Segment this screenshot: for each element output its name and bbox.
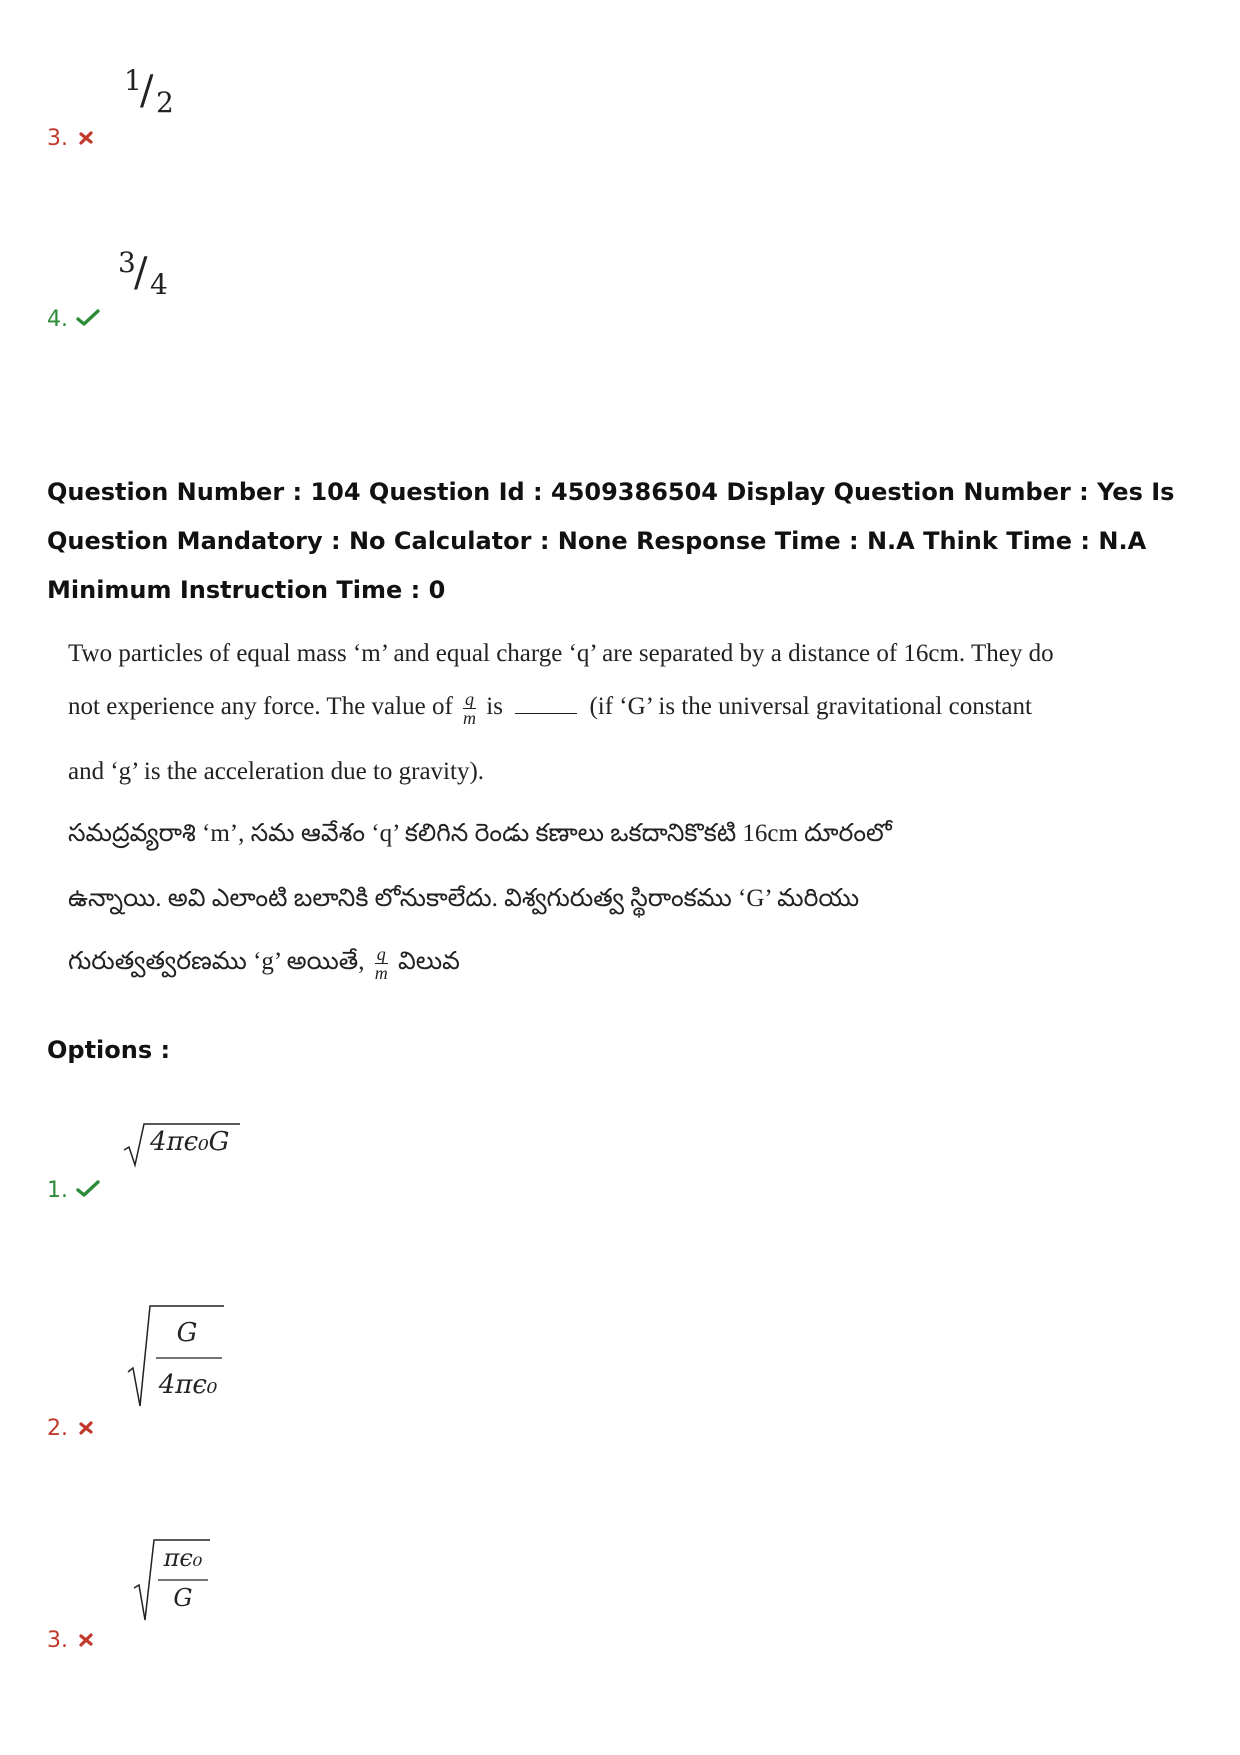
option-denominator: G <box>173 1584 193 1612</box>
question-text-te-line3: గురుత్వత్వరణము ‘g’ అయితే, $\frac{q}{m}$ విలువ <box>68 944 460 983</box>
q-over-m-fraction: $\frac{q}{m}$ <box>463 689 477 728</box>
option-denominator: 4πϵ₀ <box>158 1370 218 1400</box>
q-over-m-fraction: $\frac{q}{m}$ <box>374 944 388 983</box>
cross-icon <box>78 1632 94 1648</box>
question-meta: Question Number : 104 Question Id : 4509386504 Display Question Number : Yes Is Question Mandatory : No Calculator : None Response Time : N.A Think Time : N.A Minimum Instruction Time : 0 <box>47 478 1175 604</box>
question-text-te-line2: ఉన్నాయి. అవి ఎలాంటి బలానికి లోనుకాలేదు. విశ్వగురుత్వ స్థిరాంకము ‘G’ మరియు <box>68 885 860 912</box>
option-number: 4. <box>47 307 68 332</box>
option-number: 3. <box>47 1628 68 1653</box>
option-math: 3 / 4 <box>118 246 168 301</box>
option-number: 1. <box>47 1178 68 1203</box>
cross-icon <box>78 130 94 146</box>
cross-icon <box>78 1420 94 1436</box>
question-text-te-line1: సమద్రవ్యరాశి ‘m’, సమ ఆవేశం ‘q’ కలిగిన రెండు కణాలు ఒకదానికొకటి 16cm దూరంలో <box>68 820 892 847</box>
option-math: 4πϵ₀G <box>150 1127 230 1157</box>
check-icon <box>76 309 100 327</box>
answer-blank <box>515 713 577 714</box>
option-math: 1 / 2 <box>124 64 174 119</box>
question-text-en-line1: Two particles of equal mass ‘m’ and equal charge ‘q’ are separated by a distance of 16cm. They do <box>68 640 1054 667</box>
option-numerator: G <box>176 1318 198 1348</box>
question-text-en-line2: not experience any force. The value of $\frac{q}{m}$ is (if ‘G’ is the universal gravitational constant <box>68 689 1032 728</box>
options-label: Options : <box>47 1036 171 1064</box>
option-numerator: πϵ₀ <box>163 1544 203 1572</box>
option-number: 3. <box>47 126 68 151</box>
check-icon <box>76 1180 100 1198</box>
question-text-en-line3: and ‘g’ is the acceleration due to gravity). <box>68 758 485 785</box>
option-number: 2. <box>47 1416 68 1441</box>
